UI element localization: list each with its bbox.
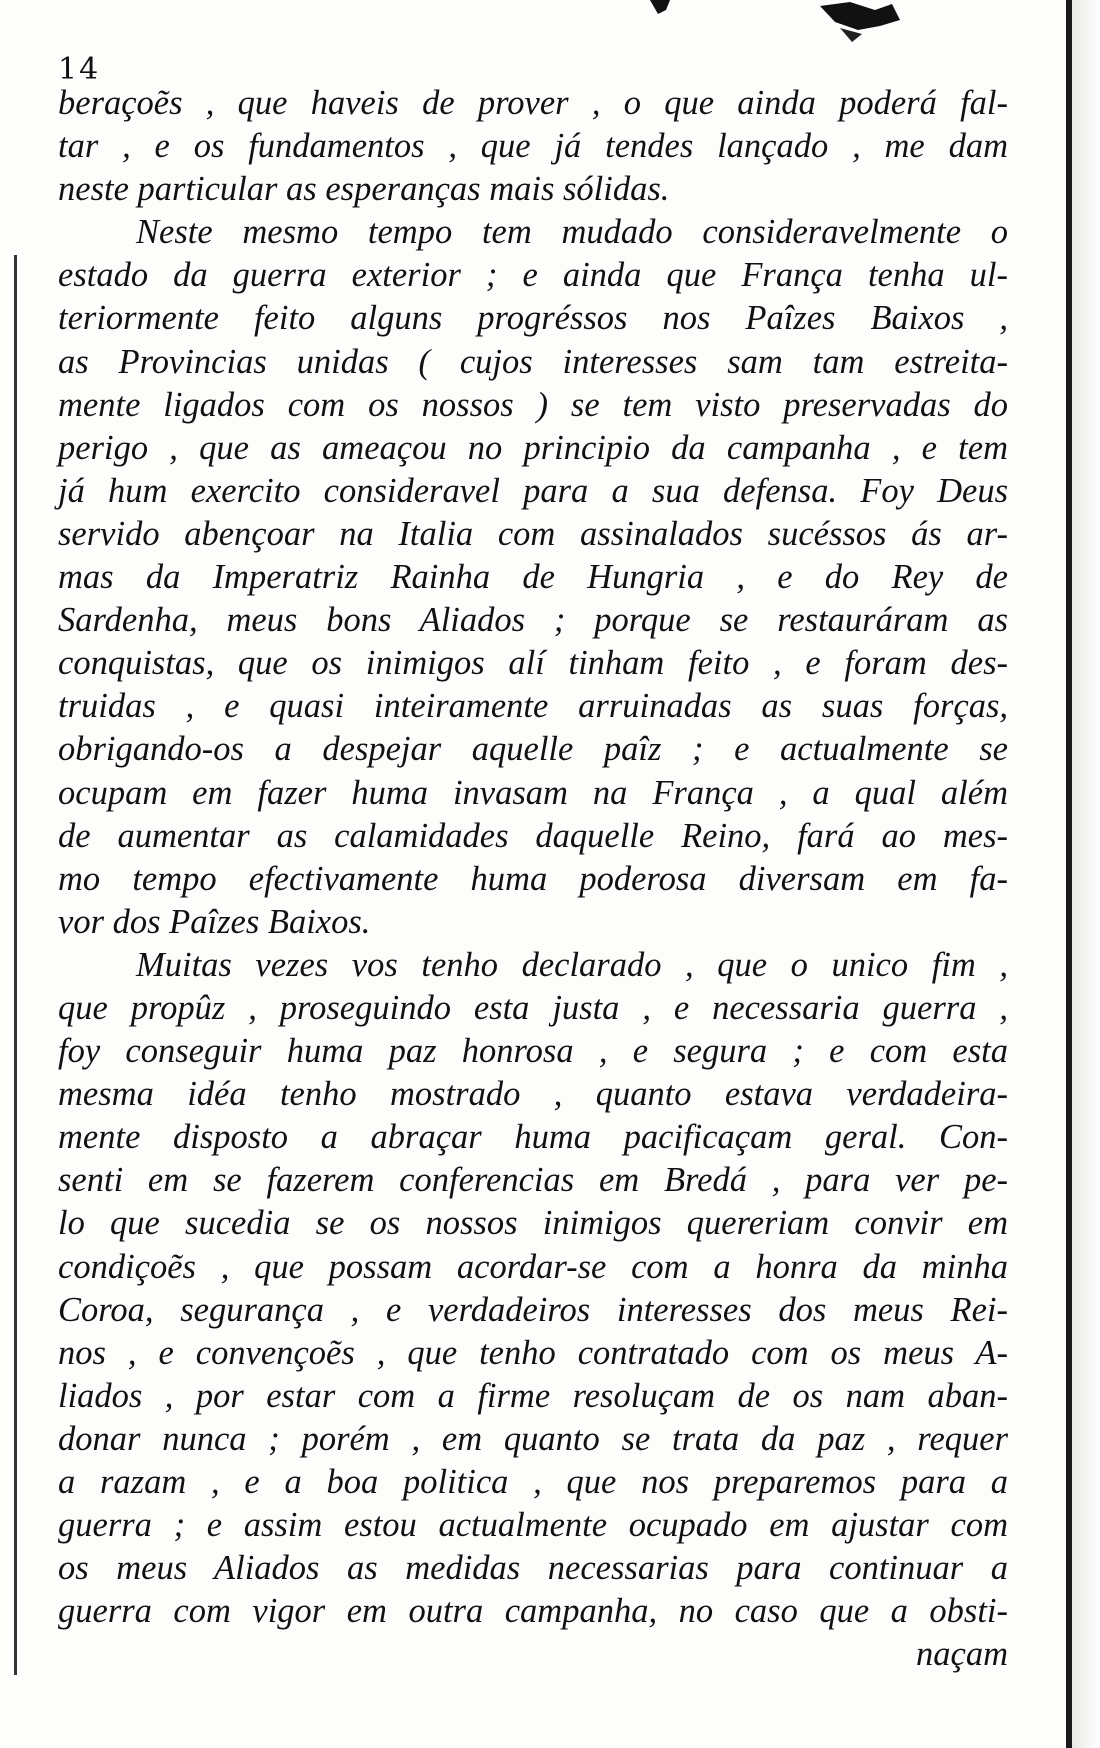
text-line: obrigando-os a despejar aquelle paîz ; e actualmente se: [58, 730, 1008, 769]
ink-blot-decoration: [630, 0, 930, 48]
text-line: donar nunca ; porém , em quanto se trata da paz , requer: [58, 1419, 1008, 1458]
text-line: mo tempo efectivamente huma poderosa diversam em fa-: [58, 859, 1008, 898]
text-line: mente ligados com os nossos ) se tem visto preservadas do: [58, 385, 1008, 424]
text-line: Neste mesmo tempo tem mudado consideravelmente o: [136, 213, 1008, 252]
text-line: Coroa, segurança , e verdadeiros interesses dos meus Rei-: [58, 1290, 1008, 1329]
text-line: mente disposto a abraçar huma pacificaçam geral. Con-: [58, 1118, 1008, 1157]
text-line: lo que sucedia se os nossos inimigos quereriam convir em: [58, 1204, 1008, 1243]
text-line: Sardenha, meus bons Aliados ; porque se restauráram as: [58, 601, 1008, 640]
text-line: senti em se fazerem conferencias em Bredá , para ver pe-: [58, 1161, 1008, 1200]
text-line: vor dos Paîzes Baixos.: [58, 902, 371, 941]
text-line: foy conseguir huma paz honrosa , e segura ; e com esta: [58, 1032, 1008, 1071]
text-line: de aumentar as calamidades daquelle Reino, fará ao mes-: [58, 816, 1008, 855]
text-line: a razam , e a boa politica , que nos preparemos para a: [58, 1463, 1008, 1501]
text-line: guerra com vigor em outra campanha, no caso que a obsti-: [58, 1592, 1008, 1631]
text-line: já hum exercito consideravel para a sua defensa. Foy Deus: [58, 471, 1008, 510]
text-line: mesma idéa tenho mostrado , quanto estava verdadeira-: [58, 1075, 1008, 1114]
page-edge-shadow: [1072, 0, 1100, 1748]
text-line: truidas , e quasi inteiramente arruinadas as suas forças,: [58, 687, 1008, 726]
text-line: neste particular as esperanças mais sólidas.: [58, 170, 670, 209]
page-number: 14: [58, 52, 101, 87]
page-left-border: [0, 255, 17, 1675]
text-line: os meus Aliados as medidas necessarias para continuar a: [58, 1549, 1008, 1588]
text-line: as Provincias unidas ( cujos interesses sam tam estreita-: [58, 342, 1008, 381]
text-line: beraçoẽs , que haveis de prover , o que ainda poderá fal-: [58, 84, 1008, 122]
text-line: conquistas, que os inimigos alí tinham feito , e foram des-: [58, 644, 1008, 683]
text-line: teriormente feito alguns progréssos nos Paîzes Baixos ,: [58, 299, 1008, 338]
text-line: mas da Imperatriz Rainha de Hungria , e do Rey de: [58, 558, 1008, 597]
text-line: tar , e os fundamentos , que já tendes lançado , me dam: [58, 127, 1008, 166]
text-line: perigo , que as ameaçou no principio da campanha , e tem: [58, 428, 1008, 467]
body-text: [58, 82, 1008, 1676]
text-line: ocupam em fazer huma invasam na França , a qual além: [58, 773, 1008, 812]
text-line: liados , por estar com a firme resoluçam de os nam aban-: [58, 1376, 1008, 1415]
catchword: naçam: [916, 1635, 1008, 1674]
text-line: nos , e convençoẽs , que tenho contratado com os meus A-: [58, 1333, 1008, 1372]
text-line: guerra ; e assim estou actualmente ocupado em ajustar com: [58, 1506, 1008, 1545]
text-line: Muitas vezes vos tenho declarado , que o unico fim ,: [136, 945, 1008, 984]
text-line: estado da guerra exterior ; e ainda que França tenha ul-: [58, 256, 1008, 295]
text-line: condiçoẽs , que possam acordar-se com a honra da minha: [58, 1247, 1008, 1286]
text-line: servido abençoar na Italia com assinalados sucéssos ás ar-: [58, 514, 1008, 553]
page-right-border: [1066, 0, 1072, 1748]
text-line: que propûz , proseguindo esta justa , e necessaria guerra ,: [58, 988, 1008, 1027]
